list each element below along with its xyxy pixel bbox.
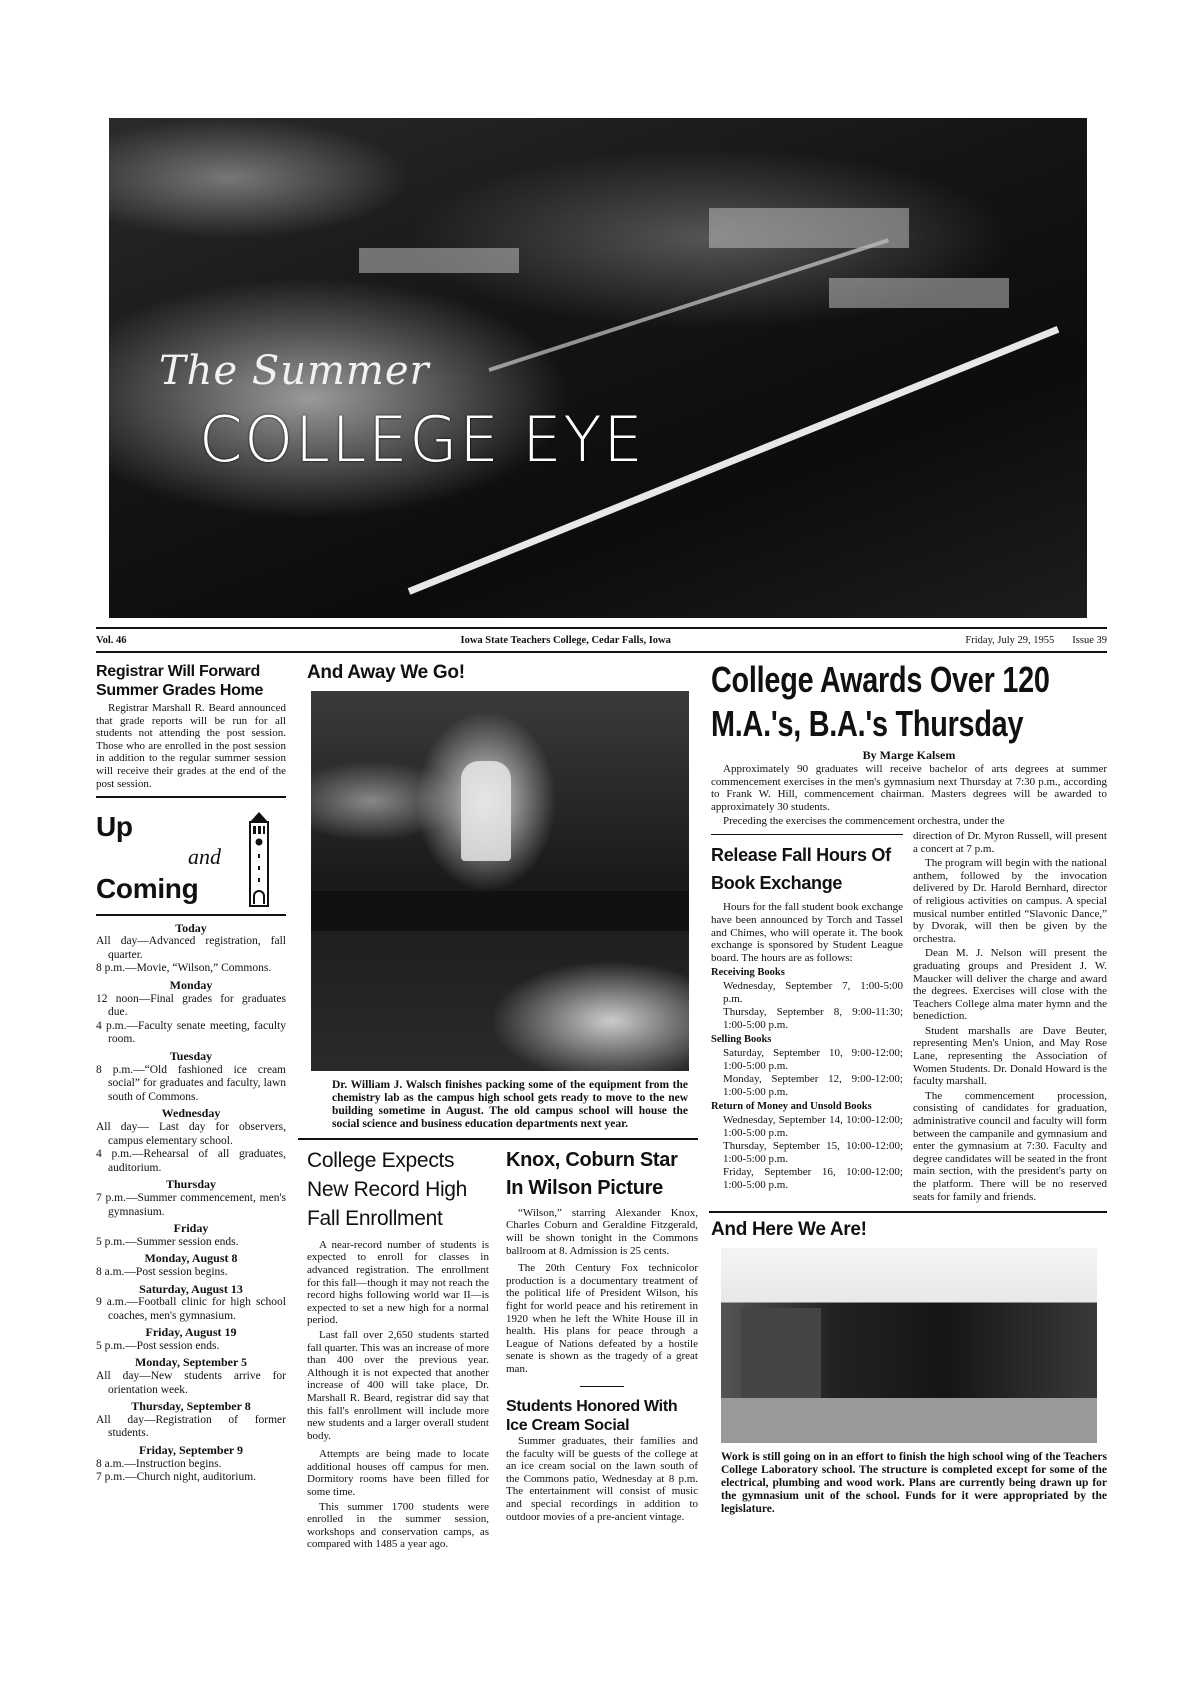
paragraph: The 20th Century Fox technicolor production is a documentary treatment of the political life of President Wilson, his fight for world peace and his retirement in 1920 when he left the White House ill in health. His plans for peace through a League of Nations defeated by a hostile senate is shown as the tragedy of a great man. [506,1262,698,1375]
right-column [711,658,1107,1516]
paragraph: Preceding the exercises the commencement orchestra, under the [723,815,1005,828]
middle-lower-columns [298,1146,698,1553]
here-caption: Work is still going on in an effort to finish the high school wing of the Teachers College Laboratory school. The structure is completed except for some of the electrical, plumbing and wood work. Plans are currently being drawn up for the gymnasium unit of the school. Funds for it were appropriated by the legislature. [721,1450,1107,1515]
schedule-event: 8 a.m.—Post session begins. [96,1265,228,1278]
schedule-day: Today [175,920,207,935]
away-caption: Dr. William J. Walsch finishes packing some of the equipment from the chemistry lab as the campus high school gets ready to move to the new building sometime in August. The old campus school will house the social science and business education departments next year. [332,1078,688,1130]
paragraph: Dean M. J. Nelson will present the graduating groups and President J. W. Maucker will deliver the charge and award the degrees. Exercises will close with the Teachers College alma mater hymn and the benediction. [913,947,1107,1023]
headline: Knox, Coburn Star In Wilson Picture [506,1148,678,1199]
hours-item: Thursday, September 8, 9:00-11:30; 1:00-5:00 p.m. [723,1006,903,1031]
headline: College Expects New Record High Fall Enrollment [307,1148,468,1230]
paragraph: Registrar Marshall R. Beard announced that grade reports will be run for all students not attending the post session. Those who are enrolled in the post session in addition to the regular summer session will receive their grades at the end of the post session. [96,702,286,790]
headline: Release Fall Hours Of Book Exchange [711,845,891,894]
photo-figure [461,761,511,861]
paragraph: “Wilson,” starring Alexander Knox, Charles Coburn and Geraldine Fitzgerald, will be shown tonight in the Commons ballroom at 8. Admission is 25 cents. [506,1206,698,1257]
schedule-event: 9 a.m.—Football clinic for high school coaches, men's gymnasium. [96,1296,286,1322]
photo-building [359,248,519,273]
hours-section-title: Receiving Books [711,967,785,979]
schedule-event: 8 a.m.—Instruction begins. [96,1457,222,1470]
masthead-title: COLLEGE EYE [199,403,645,476]
paragraph: Summer graduates, their families and the faculty will be guests of the college at an ice cream social on the lawn south of the Commons patio, Wednesday at 8 p.m. The entertainment will consist of music and special recordings in addition to outdoor movies of a pre-ancient vintage. [506,1435,698,1523]
paragraph: Last fall over 2,650 students started fall quarter. This was an increase of more than 400 over the previous year. Although it is not expected that another increase of 400 will take place, Dr. Marshall R. Beard, registrar did say that this fall's enrollment will include more new students and a larger overall student body. [307,1328,489,1442]
hours-item: Wednesday, September 7, 1:00-5:00 p.m. [723,980,903,1005]
paragraph: direction of Dr. Myron Russell, will present a concert at 7 p.m. [913,829,1107,855]
enrollment-article [307,1146,489,1553]
schedule-day: Monday, August 8 [144,1251,238,1266]
hours-item: Saturday, September 10, 9:00-12:00; 1:00-5:00 p.m. [723,1047,903,1072]
schedule-event: 5 p.m.—Summer session ends. [96,1235,239,1248]
awards-byline: By Marge Kalsem [862,748,956,762]
schedule-day: Monday, September 5 [134,1355,248,1370]
title-up: Up [96,811,133,843]
hours-section-title: Selling Books [711,1034,772,1046]
separator [580,1386,624,1388]
campanile-tower-icon [248,810,270,908]
headline: Registrar Will Forward Summer Grades Home [96,663,264,699]
schedule-day: Thursday [165,1177,217,1192]
masthead-the-summer: The Summer [159,348,430,394]
schedule-event: All day— Last day for observers, campus elementary school. [96,1120,286,1147]
schedule-day: Friday [173,1221,209,1236]
exchange-hours [711,967,903,1191]
column-rule [711,834,903,836]
schedule-day: Tuesday [169,1049,213,1063]
header-strip [96,629,1107,651]
column-rule [96,796,286,798]
paragraph: Student marshalls are Dave Beuter, representing Men's Union, and May Rose Lane, representing the Association of Women Students. Dr. Donald Howard is the faculty marshall. [913,1024,1107,1088]
exchange-article [711,830,903,1205]
schedule-event: 12 noon—Final grades for graduates due. [96,992,286,1019]
hours-item: Wednesday, September 14, 10:00-12:00; 1:00-5:00 p.m. [723,1113,903,1139]
schedule-day: Saturday, August 13 [139,1281,243,1296]
schedule-event: 8 p.m.—Movie, “Wilson,” Commons. [96,962,272,975]
header-rule-bottom [96,651,1107,653]
schedule-day: Friday, September 9 [138,1443,244,1458]
schedule-event: 4 p.m.—Faculty senate meeting, faculty room. [96,1019,286,1046]
photo-wing [741,1308,821,1398]
social-headline: Students Honored With Ice Cream Social [506,1398,678,1435]
schedule-event: 7 p.m.—Summer commencement, men's gymnasium. [96,1191,286,1218]
right-lower-columns [711,830,1107,1205]
hours-item: Thursday, September 15, 10:00-12:00; 1:00-5:00 p.m. [723,1140,903,1165]
chemistry-lab-photo [311,691,689,1071]
hours-item: Monday, September 12, 9:00-12:00; 1:00-5:00 p.m. [723,1073,903,1098]
hours-item: Friday, September 16, 10:00-12:00; 1:00-5:00 p.m. [723,1166,903,1191]
schedule-day: Friday, August 19 [145,1325,237,1340]
schedule-event: 8 p.m.—“Old fashioned ice cream social” for graduates and faculty, lawn south of Commons. [96,1063,286,1103]
here-headline: And Here We Are! [711,1219,867,1241]
paragraph: The program will begin with the national anthem, followed by the invocation delivered by Dr. Harold Bernhard, director of religious activities on campus. A special musical number entitled “Slavonic Dance,” by Dvorak, will then be given by the orchestra. [913,857,1107,945]
column-rule [709,1211,1107,1213]
date: Friday, July 29, 1955 [965,634,1055,646]
schedule-day: Wednesday [161,1106,221,1121]
photo-building [709,208,909,248]
schedule-day: Monday [169,978,213,993]
publisher: Iowa State Teachers College, Cedar Falls, Iowa [460,634,671,646]
paragraph: This summer 1700 students were enrolled in the summer session, workshops and conservation camps, as compared with 1485 a year ago. [307,1500,489,1551]
middle-column [298,662,698,1553]
events-schedule [96,922,286,1485]
schedule-event: All day—Registration of former students. [96,1413,286,1440]
paragraph: Approximately 90 graduates will receive bachelor of arts degrees at summer commencement exercises in the men's gymnasium next Thursday at 7:30 p.m., according to Frank W. Hill, commencement chairman. Masters degrees will be awarded to approximately 30 students. [711,763,1107,813]
schedule-event: 4 p.m.—Rehearsal of all graduates, auditorium. [96,1148,286,1174]
paragraph: A near-record number of students is expected to enroll for classes in advanced registration. The enrollment for this fall—though it may not reach the record highs following world war II—is expected to set a new high for a normal period. [307,1238,489,1327]
awards-continued [913,830,1107,1205]
column-rule [298,1138,698,1140]
paragraph: Hours for the fall student book exchange have been announced by Torch and Tassel and Chimes, who will operate it. The book exchange is sponsored by Student League board. The hours are as follows: [711,901,903,964]
hours-section-title: Return of Money and Unsold Books [711,1101,872,1113]
school-building-photo [721,1248,1097,1443]
masthead-aerial-photo [109,118,1087,618]
left-column [96,662,286,1485]
title-coming: Coming [96,873,199,905]
up-and-coming-title [96,810,286,910]
awards-headline: College Awards Over 120 M.A.'s, B.A.'s Thursday [711,659,1050,744]
knox-article [506,1146,698,1553]
photo-counter [311,891,689,931]
schedule-event: All day—New students arrive for orientation week. [96,1370,286,1396]
schedule-event: 7 p.m.—Church night, auditorium. [96,1471,257,1484]
away-headline: And Away We Go! [307,662,465,683]
paragraph: Attempts are being made to locate additional houses off campus for men. Dormitory rooms have been filled for some time. [307,1448,489,1499]
schedule-day: Thursday, September 8 [131,1399,251,1414]
schedule-event: 5 p.m.—Post session ends. [96,1339,220,1352]
schedule-event: All day—Advanced registration, fall quarter. [96,935,286,961]
paragraph: The commencement procession, consisting of candidates for graduation, administrative council and faculty will form between the campanile and gymnasium and enter the gymnasium at 7:30. Faculty and degree candidates will be seated in the front main section, with the president's party on the platform. There will be no reserved seats for family and friends. [913,1089,1107,1203]
column-rule [96,914,286,916]
volume: Vol. 46 [96,634,127,646]
photo-building [829,278,1009,308]
issue: Issue 39 [1072,634,1107,646]
registrar-article [96,662,286,790]
photo-ground [721,1398,1097,1443]
title-and: and [188,844,221,870]
